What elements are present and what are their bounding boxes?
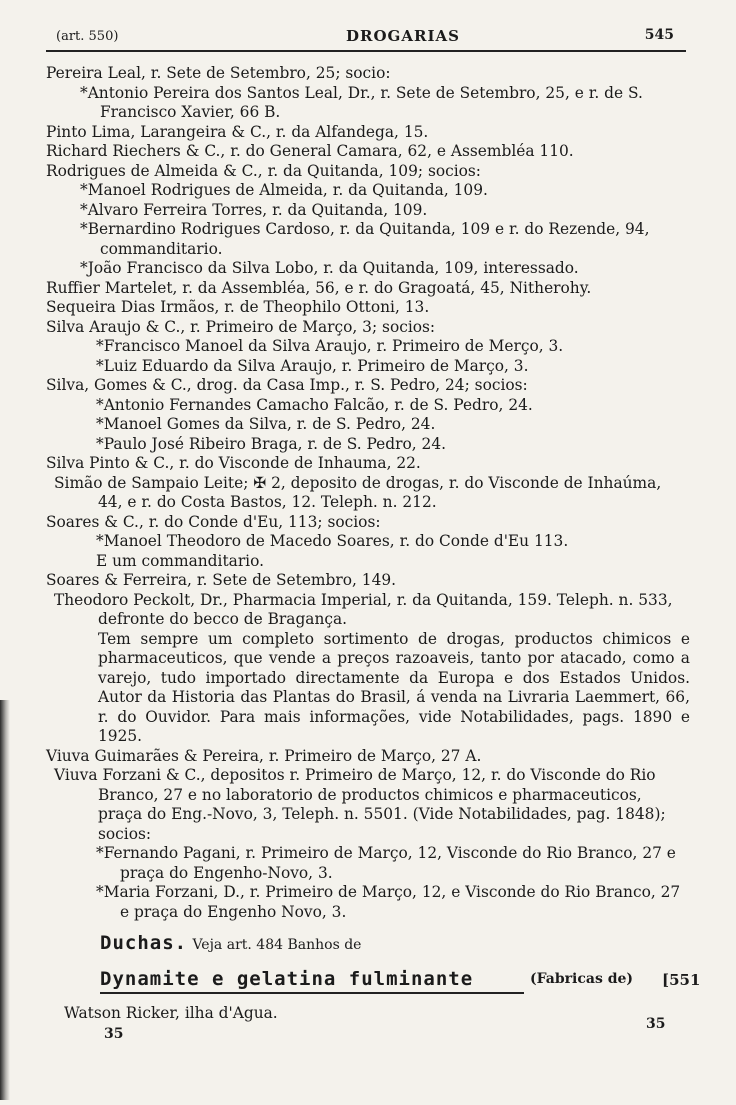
directory-entry: *Paulo José Ribeiro Braga, r. de S. Pedro, 24. — [96, 434, 447, 453]
running-title: DROGARIAS — [346, 27, 460, 45]
section-title-duchas: Duchas. — [100, 932, 188, 954]
section-crossref-duchas: Veja art. 484 Banhos de — [192, 937, 362, 953]
directory-entry: E um commanditario. — [96, 551, 264, 570]
directory-entry: Tem sempre um completo sortimento de drogas, productos chimicos e pharmaceuticos, que vende a preços razoaveis, tanto por atacado, como a varejo, tudo importado directamente da Europa e dos Estados Unidos. Autor da Historia das Plantas do Brasil, á venda na Livraria Laemmert, 66, r. do Ouvidor. Para mais informações, vide Notabilidades, pags. 1890 e 1925. — [98, 629, 690, 745]
directory-entry: *João Francisco da Silva Lobo, r. da Quitanda, 109, interessado. — [80, 259, 579, 277]
directory-entry: Richard Riechers & C., r. do General Camara, 62, e Assembléa 110. — [46, 142, 574, 160]
directory-entry: Viuva Forzani & C., depositos r. Primeiro de Março, 12, r. do Visconde do Rio Branco, 27 e no laboratorio de productos chimicos e pharmaceuticos, praça do Eng.-Novo, 3, Teleph. n. 5501. (Vide Notabilidades, pag. 1848); socios: — [54, 766, 666, 843]
directory-entry: Rodrigues de Almeida & C., r. da Quitanda, 109; socios: — [46, 161, 481, 180]
scan-edge-shadow — [0, 700, 10, 1100]
directory-entry: *Manoel Gomes da Silva, r. de S. Pedro, 24. — [96, 415, 436, 433]
directory-entry: *Maria Forzani, D., r. Primeiro de Março, 12, e Visconde do Rio Branco, 27 e praça do Engenho Novo, 3. — [96, 883, 681, 921]
directory-entry: *Alvaro Ferreira Torres, r. da Quitanda, 109. — [80, 200, 428, 219]
section-dynamite — [100, 968, 524, 994]
directory-entry: Soares & Ferreira, r. Sete de Setembro, 149. — [46, 571, 397, 589]
directory-entry: Pereira Leal, r. Sete de Setembro, 25; socio: — [46, 64, 391, 82]
entries-list — [30, 64, 690, 922]
footer-signature-right: 35 — [646, 1016, 666, 1032]
directory-entry: Ruffier Martelet, r. da Assembléa, 56, e r. do Gragoatá, 45, Nitherohy. — [46, 278, 592, 297]
footer-signature-left: 35 — [104, 1026, 124, 1042]
page-header — [46, 24, 686, 52]
directory-entry: Theodoro Peckolt, Dr., Pharmacia Imperial, r. da Quitanda, 159. Teleph. n. 533, defronte do becco de Bragança. — [54, 590, 673, 628]
section-title-dynamite: Dynamite e gelatina fulminante — [100, 968, 474, 990]
directory-entry: Simão de Sampaio Leite; ✠ 2, deposito de drogas, r. do Visconde de Inhaúma, 44, e r. do Costa Bastos, 12. Teleph. n. 212. — [54, 473, 662, 511]
directory-entry: Pinto Lima, Larangeira & C., r. da Alfandega, 15. — [46, 122, 429, 141]
page-number: 545 — [644, 27, 674, 43]
directory-entry: Soares & C., r. do Conde d'Eu, 113; socios: — [46, 512, 381, 531]
section-duchas — [100, 932, 700, 954]
directory-entry: Silva Araujo & C., r. Primeiro de Março, 3; socios: — [46, 317, 436, 336]
directory-entry: *Manoel Theodoro de Macedo Soares, r. do Conde d'Eu 113. — [96, 532, 569, 550]
section-subtitle-dynamite: (Fabricas de) — [530, 971, 634, 987]
directory-entry: Sequeira Dias Irmãos, r. de Theophilo Ottoni, 13. — [46, 298, 430, 316]
directory-entry: *Manoel Rodrigues de Almeida, r. da Quitanda, 109. — [80, 181, 488, 199]
entry-watson-ricker: Watson Ricker, ilha d'Agua. — [64, 1004, 278, 1022]
directory-entry: *Luiz Eduardo da Silva Araujo, r. Primeiro de Março, 3. — [96, 356, 529, 375]
directory-entry: *Antonio Fernandes Camacho Falcão, r. de S. Pedro, 24. — [96, 395, 533, 414]
directory-entry: Viuva Guimarães & Pereira, r. Primeiro de Março, 27 A. — [46, 746, 482, 765]
directory-entry: *Francisco Manoel da Silva Araujo, r. Primeiro de Merço, 3. — [96, 337, 564, 355]
section-number-dynamite: [551 — [662, 971, 701, 989]
directory-entry: *Antonio Pereira dos Santos Leal, Dr., r. Sete de Setembro, 25, e r. de S. Francisco Xavier, 66 B. — [80, 83, 643, 121]
directory-entry: *Fernando Pagani, r. Primeiro de Março, 12, Visconde do Rio Branco, 27 e praça do Engenho-Novo, 3. — [96, 844, 676, 882]
directory-entry: *Bernardino Rodrigues Cardoso, r. da Quitanda, 109 e r. do Rezende, 94, commanditario. — [80, 220, 650, 258]
article-range: (art. 550) — [56, 29, 119, 44]
directory-entry: Silva Pinto & C., r. do Visconde de Inhauma, 22. — [46, 454, 421, 472]
directory-entry: Silva, Gomes & C., drog. da Casa Imp., r. S. Pedro, 24; socios: — [46, 376, 528, 394]
